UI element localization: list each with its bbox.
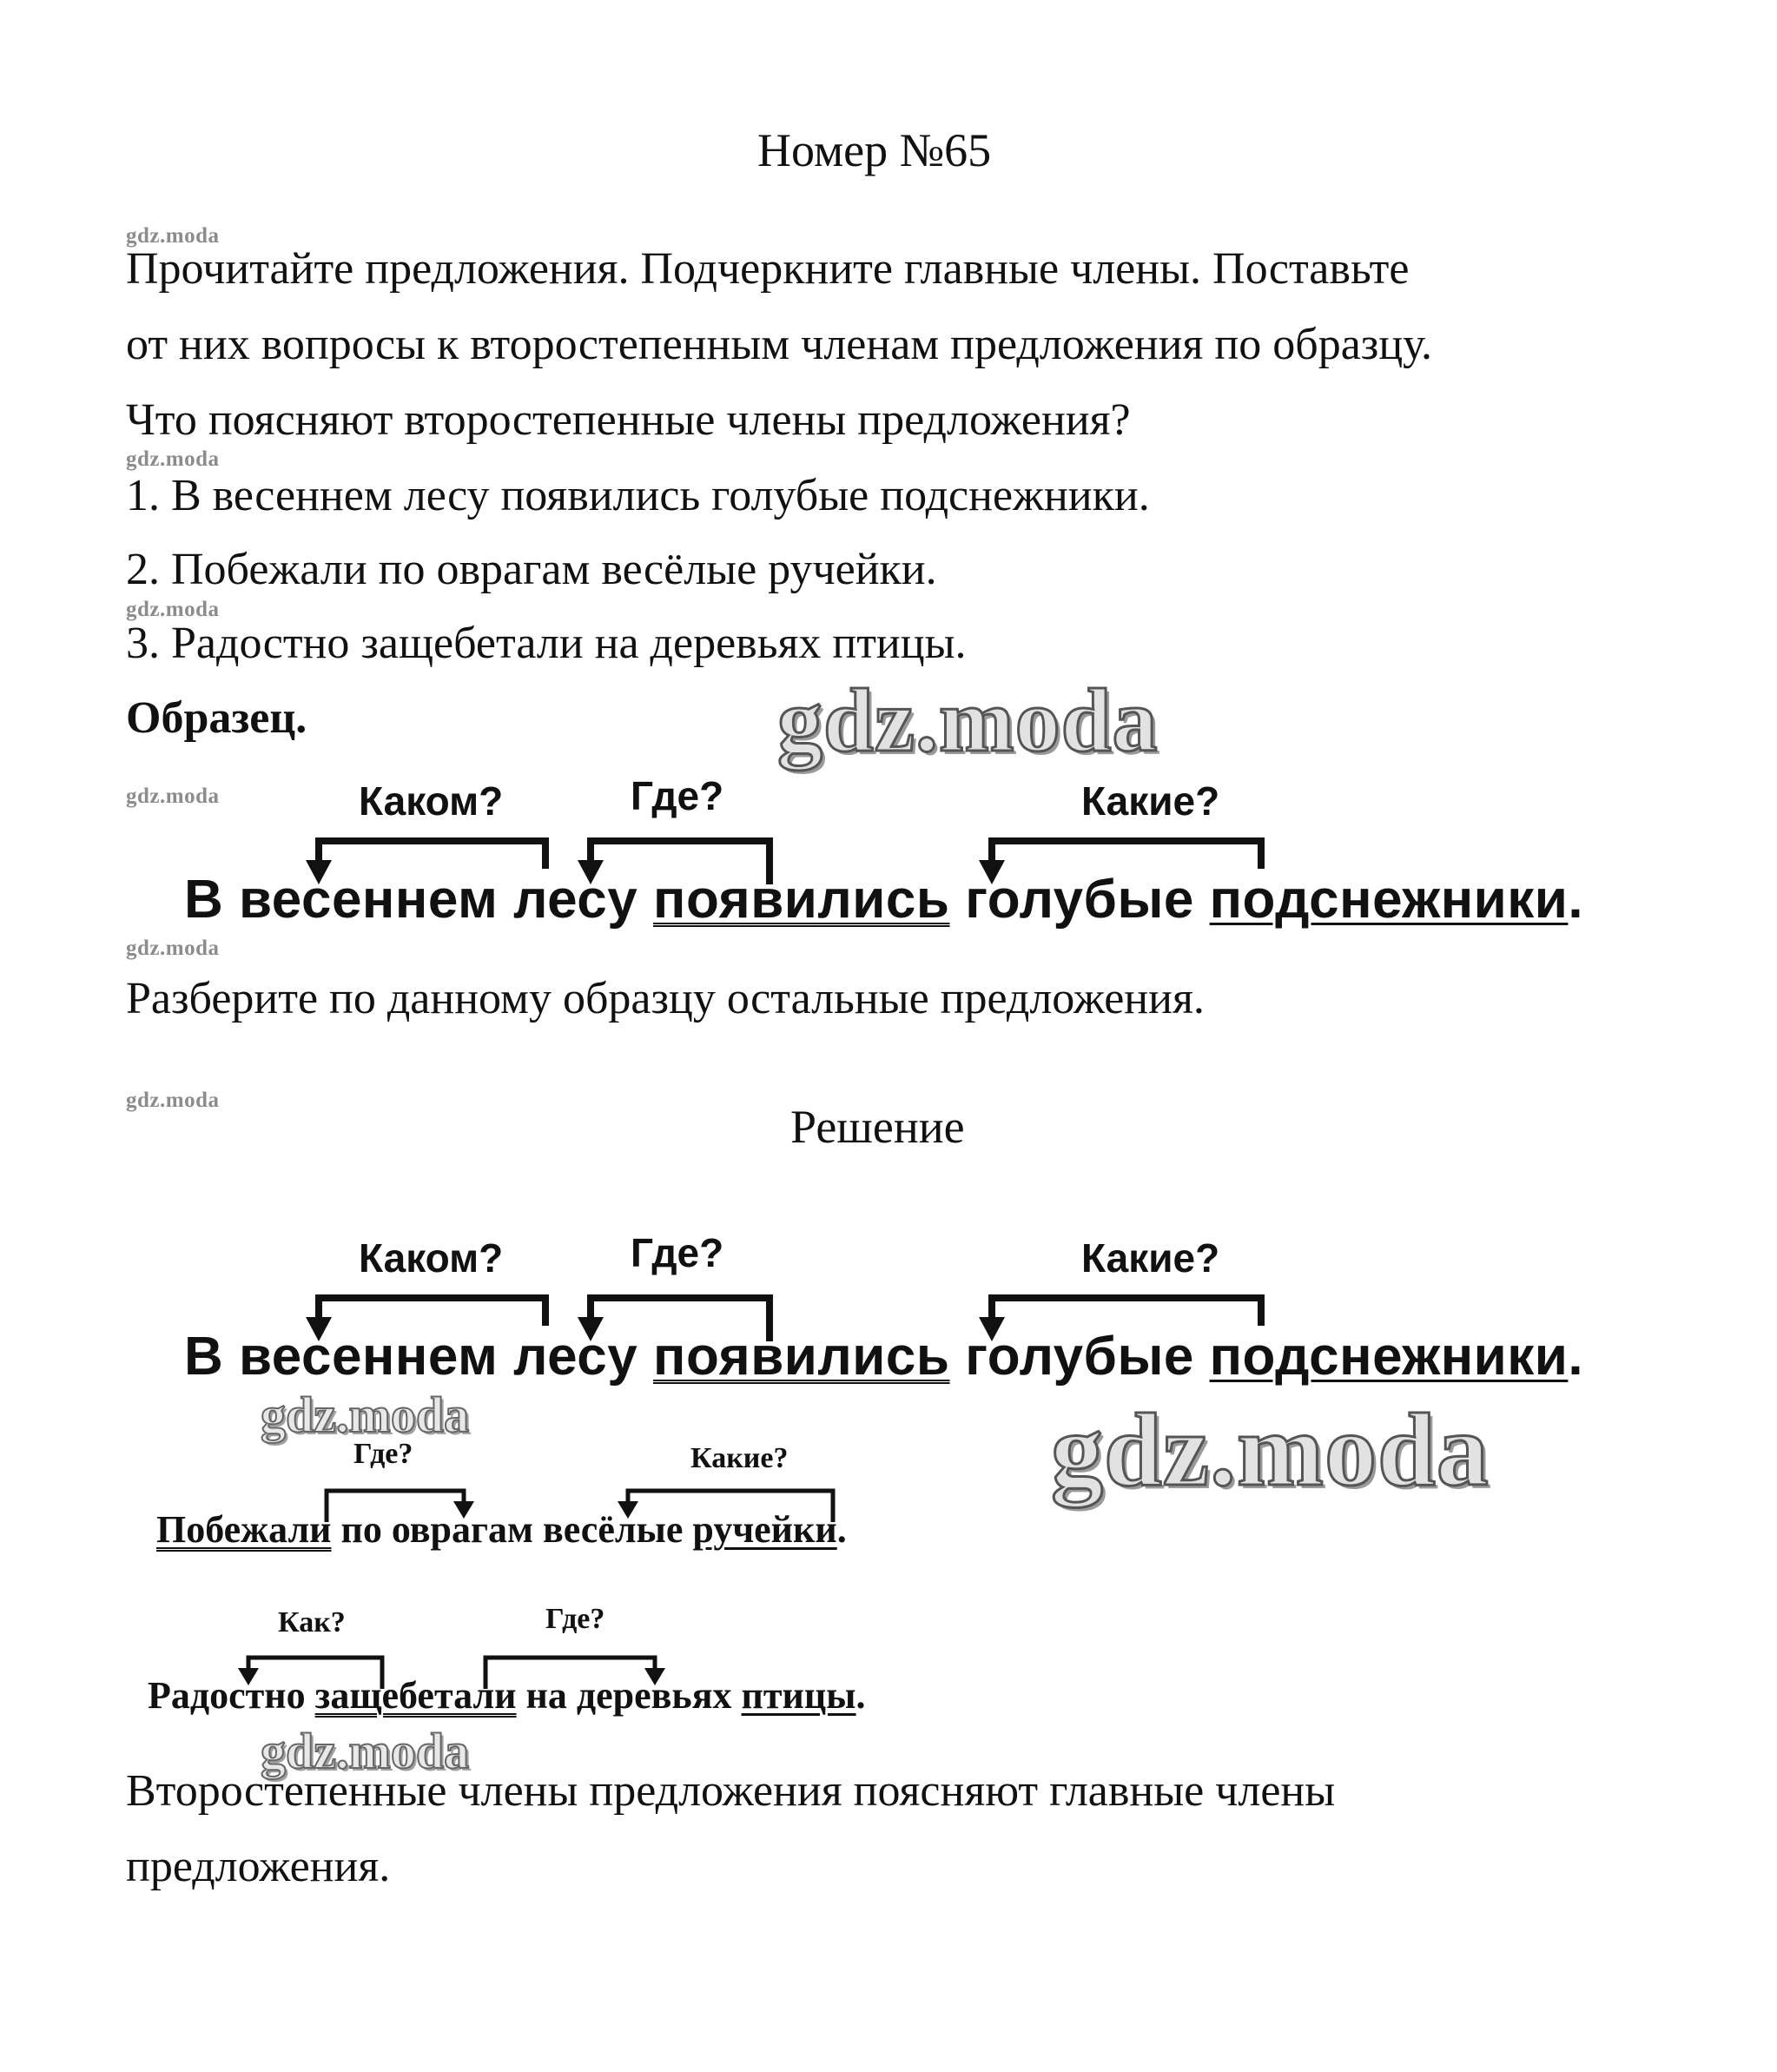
watermark-small: gdz.moda (126, 1089, 220, 1112)
watermark-small: gdz.moda (126, 784, 220, 808)
word-predicate: защебетали (314, 1674, 517, 1717)
word-adverbial-group: В весеннем лесу (184, 870, 638, 930)
word-subject: подснежники (1209, 1327, 1569, 1387)
word-subject: подснежники (1209, 870, 1569, 930)
solution-title: Решение (790, 1101, 965, 1153)
sentence-2: 2. Побежали по оврагам весёлые ручейки. (126, 545, 937, 594)
solution1-question-1: Каком? (359, 1235, 504, 1281)
sample-question-3: Какие? (1081, 778, 1220, 824)
solution3-sentence (148, 1673, 866, 1718)
watermark-small: gdz.moda (126, 598, 220, 621)
task-line-2: от них вопросы к второстепенным членам предложения по образцу. (126, 320, 1432, 369)
page-title: Номер №65 (757, 124, 992, 176)
word-predicate: появились (653, 1327, 950, 1387)
word-subject: птицы (741, 1674, 856, 1717)
solution2-question-2: Какие? (690, 1442, 789, 1474)
sentence-3: 3. Радостно защебетали на деревьях птицы. (126, 619, 967, 668)
watermark-small: gdz.moda (126, 447, 220, 471)
word-attribute: голубые (965, 1327, 1194, 1387)
period: . (1568, 1327, 1584, 1387)
solution1-question-2: Где? (631, 1230, 724, 1275)
task-line-3: Что поясняют второстепенные члены предложения? (126, 395, 1131, 445)
word-subject: ручейки (692, 1508, 837, 1551)
conclusion-line-1: Второстепенные члены предложения поясняют главные члены (126, 1766, 1336, 1816)
sentence-1: 1. В весеннем лесу появились голубые подснежники. (126, 471, 1150, 520)
word-adverbial: Радостно (148, 1674, 306, 1717)
task-line-1: Прочитайте предложения. Подчеркните главные члены. Поставьте (126, 244, 1410, 294)
period: . (855, 1674, 866, 1717)
solution3-question-2: Где? (545, 1603, 605, 1635)
sample-question-2: Где? (631, 773, 724, 818)
word-secondary-group: по оврагам весёлые (340, 1508, 684, 1551)
sample-label: Образец. (126, 693, 307, 743)
period: . (1568, 870, 1584, 930)
instruction: Разберите по данному образцу остальные предложения. (126, 974, 1205, 1023)
sample-question-1: Каком? (359, 778, 504, 824)
conclusion-line-2: предложения. (126, 1842, 391, 1891)
watermark-large: gdz.moda (1051, 1392, 1490, 1507)
word-predicate: Побежали (156, 1508, 332, 1551)
watermark-large: gdz.moda (777, 671, 1159, 771)
solution2-question-1: Где? (353, 1438, 413, 1470)
watermark-small: gdz.moda (126, 937, 220, 960)
solution1-question-3: Какие? (1081, 1235, 1220, 1281)
watermark-medium: gdz.moda (261, 1723, 470, 1779)
solution3-question-1: Как? (278, 1606, 346, 1638)
word-adverbial-place: на деревьях (525, 1674, 732, 1717)
word-predicate: появились (653, 870, 950, 930)
word-adverbial-group: В весеннем лесу (184, 1327, 638, 1387)
period: . (836, 1508, 847, 1551)
watermark-medium: gdz.moda (261, 1387, 470, 1443)
word-attribute: голубые (965, 870, 1194, 930)
watermark-small: gdz.moda (126, 224, 220, 248)
